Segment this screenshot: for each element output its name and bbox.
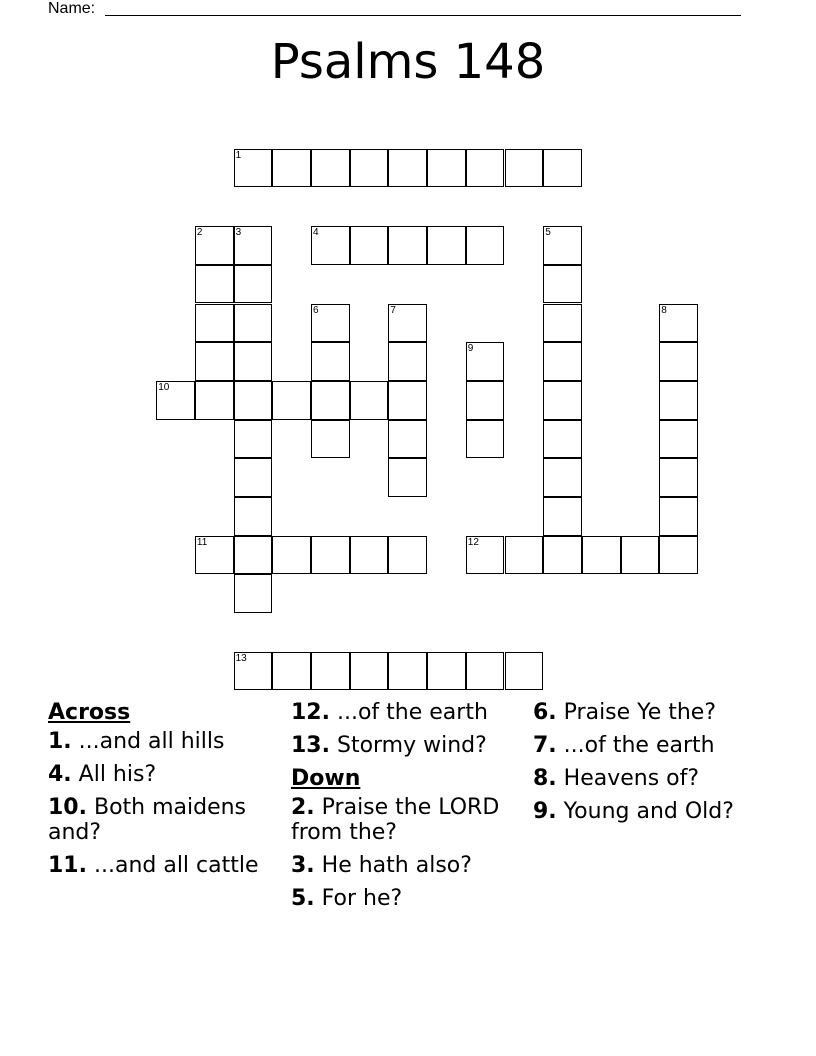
grid-cell[interactable] bbox=[466, 149, 505, 188]
name-underline bbox=[105, 15, 741, 16]
grid-cell[interactable] bbox=[195, 304, 234, 343]
grid-cell[interactable] bbox=[388, 652, 427, 691]
clue-text: ...of the earth bbox=[556, 733, 715, 758]
cell-number: 4 bbox=[313, 227, 319, 239]
cell-number: 9 bbox=[467, 343, 474, 355]
grid-cell[interactable] bbox=[543, 497, 582, 536]
cell-number: 12 bbox=[467, 536, 479, 548]
clue-number: 6. bbox=[533, 700, 557, 725]
grid-cell[interactable] bbox=[234, 304, 273, 343]
clue-down-7 bbox=[533, 733, 763, 758]
clue-text: All his? bbox=[71, 762, 157, 787]
clue-number: 12. bbox=[291, 700, 330, 725]
clue-down-2 bbox=[291, 795, 521, 845]
grid-cell[interactable] bbox=[311, 420, 350, 459]
clue-number: 8. bbox=[533, 766, 557, 791]
clue-text: ...and all hills bbox=[71, 729, 225, 754]
grid-cell[interactable] bbox=[311, 226, 350, 265]
grid-cell[interactable] bbox=[659, 458, 698, 497]
grid-cell[interactable] bbox=[234, 536, 273, 575]
cell-number: 6 bbox=[313, 304, 319, 316]
clue-across-1 bbox=[48, 729, 273, 754]
clue-text: Both maidens and? bbox=[48, 795, 247, 845]
clues-column-1 bbox=[48, 700, 273, 886]
grid-cell[interactable] bbox=[272, 652, 311, 691]
grid-cell[interactable] bbox=[350, 226, 389, 265]
grid-cell[interactable] bbox=[659, 381, 698, 420]
grid-cell[interactable] bbox=[659, 342, 698, 381]
grid-cell[interactable] bbox=[466, 536, 505, 575]
clue-text: Praise the LORD from the? bbox=[291, 795, 500, 845]
grid-cell[interactable] bbox=[505, 536, 544, 575]
cell-number: 11 bbox=[196, 536, 208, 548]
grid-cell[interactable] bbox=[350, 149, 389, 188]
grid-cell[interactable] bbox=[234, 652, 273, 691]
name-field[interactable] bbox=[48, 0, 748, 20]
grid-cell[interactable] bbox=[621, 536, 660, 575]
clue-text: ...and all cattle bbox=[86, 853, 259, 878]
grid-cell[interactable] bbox=[350, 381, 389, 420]
grid-cell[interactable] bbox=[659, 420, 698, 459]
grid-cell[interactable] bbox=[388, 342, 427, 381]
cell-number: 1 bbox=[235, 149, 242, 161]
clue-number: 13. bbox=[291, 733, 330, 758]
grid-cell[interactable] bbox=[505, 149, 544, 188]
clue-number: 2. bbox=[291, 795, 315, 820]
grid-cell[interactable] bbox=[543, 304, 582, 343]
grid-cell[interactable] bbox=[427, 652, 466, 691]
clue-number: 10. bbox=[48, 795, 87, 820]
clue-number: 3. bbox=[291, 853, 315, 878]
grid-cell[interactable] bbox=[466, 381, 505, 420]
clue-down-6 bbox=[533, 700, 763, 725]
cell-number: 13 bbox=[235, 652, 247, 664]
grid-cell[interactable] bbox=[195, 265, 234, 304]
grid-cell[interactable] bbox=[543, 420, 582, 459]
clue-number: 7. bbox=[533, 733, 557, 758]
clue-across-10 bbox=[48, 795, 273, 845]
clue-down-3 bbox=[291, 853, 521, 878]
cell-number: 7 bbox=[390, 304, 396, 316]
clue-down-5 bbox=[291, 886, 521, 911]
grid-cell[interactable] bbox=[234, 420, 273, 459]
page-title: Psalms 148 bbox=[270, 34, 546, 90]
grid-cell[interactable] bbox=[427, 226, 466, 265]
grid-cell[interactable] bbox=[234, 574, 273, 613]
grid-cell[interactable] bbox=[156, 381, 195, 420]
grid-cell[interactable] bbox=[234, 226, 273, 265]
grid-cell[interactable] bbox=[388, 304, 427, 343]
cell-number: 10 bbox=[158, 381, 170, 393]
grid-cell[interactable] bbox=[195, 381, 234, 420]
grid-cell[interactable] bbox=[505, 652, 544, 691]
grid-cell[interactable] bbox=[466, 420, 505, 459]
grid-cell[interactable] bbox=[543, 342, 582, 381]
grid-cell[interactable] bbox=[388, 149, 427, 188]
cell-number: 5 bbox=[545, 227, 551, 239]
clue-text: He hath also? bbox=[314, 853, 472, 878]
grid-cell[interactable] bbox=[234, 497, 273, 536]
cell-number: 8 bbox=[661, 304, 667, 316]
grid-cell[interactable] bbox=[659, 304, 698, 343]
clue-number: 4. bbox=[48, 762, 72, 787]
grid-cell[interactable] bbox=[234, 149, 273, 188]
grid-cell[interactable] bbox=[388, 381, 427, 420]
name-label: Name: bbox=[48, 0, 96, 17]
clue-across-11 bbox=[48, 853, 273, 878]
grid-cell[interactable] bbox=[543, 226, 582, 265]
clue-text: Stormy wind? bbox=[329, 733, 487, 758]
clue-number: 9. bbox=[533, 799, 557, 824]
grid-cell[interactable] bbox=[311, 652, 350, 691]
cell-number: 3 bbox=[235, 227, 242, 239]
grid-cell[interactable] bbox=[388, 420, 427, 459]
grid-cell[interactable] bbox=[272, 381, 311, 420]
clue-across-13 bbox=[291, 733, 521, 758]
grid-cell[interactable] bbox=[427, 149, 466, 188]
grid-cell[interactable] bbox=[234, 342, 273, 381]
grid-cell[interactable] bbox=[195, 342, 234, 381]
clue-text: ...of the earth bbox=[329, 700, 488, 725]
grid-cell[interactable] bbox=[659, 536, 698, 575]
clue-text: Young and Old? bbox=[556, 799, 734, 824]
grid-cell[interactable] bbox=[311, 304, 350, 343]
clue-text: Praise Ye the? bbox=[556, 700, 716, 725]
grid-cell[interactable] bbox=[466, 652, 505, 691]
grid-cell[interactable] bbox=[388, 458, 427, 497]
grid-cell[interactable] bbox=[543, 458, 582, 497]
grid-cell[interactable] bbox=[388, 226, 427, 265]
clue-down-9 bbox=[533, 799, 763, 824]
grid-cell[interactable] bbox=[272, 536, 311, 575]
grid-cell[interactable] bbox=[311, 342, 350, 381]
grid-cell[interactable] bbox=[543, 149, 582, 188]
clue-across-4 bbox=[48, 762, 273, 787]
cell-number: 2 bbox=[196, 227, 203, 239]
grid-cell[interactable] bbox=[234, 265, 273, 304]
clue-number: 1. bbox=[48, 729, 72, 754]
grid-cell[interactable] bbox=[350, 652, 389, 691]
grid-cell[interactable] bbox=[350, 536, 389, 575]
clue-text: Heavens of? bbox=[556, 766, 700, 791]
grid-cell[interactable] bbox=[543, 265, 582, 304]
grid-cell[interactable] bbox=[543, 381, 582, 420]
grid-cell[interactable] bbox=[311, 149, 350, 188]
clues-column-2 bbox=[291, 700, 521, 919]
grid-cell[interactable] bbox=[234, 458, 273, 497]
grid-cell[interactable] bbox=[582, 536, 621, 575]
grid-cell[interactable] bbox=[466, 342, 505, 381]
grid-cell[interactable] bbox=[195, 226, 234, 265]
clue-number: 11. bbox=[48, 853, 87, 878]
grid-cell[interactable] bbox=[195, 536, 234, 575]
clues-column-3 bbox=[533, 700, 763, 832]
grid-cell[interactable] bbox=[543, 536, 582, 575]
clue-across-12 bbox=[291, 700, 521, 725]
clue-text: For he? bbox=[314, 886, 403, 911]
grid-cell[interactable] bbox=[311, 381, 350, 420]
grid-cell[interactable] bbox=[234, 381, 273, 420]
grid-cell[interactable] bbox=[388, 536, 427, 575]
clue-down-8 bbox=[533, 766, 763, 791]
grid-cell[interactable] bbox=[659, 497, 698, 536]
grid-cell[interactable] bbox=[466, 226, 505, 265]
grid-cell[interactable] bbox=[272, 149, 311, 188]
clue-number: 5. bbox=[291, 886, 315, 911]
down-heading: Down bbox=[291, 766, 361, 791]
across-heading: Across bbox=[48, 700, 131, 725]
grid-cell[interactable] bbox=[311, 536, 350, 575]
